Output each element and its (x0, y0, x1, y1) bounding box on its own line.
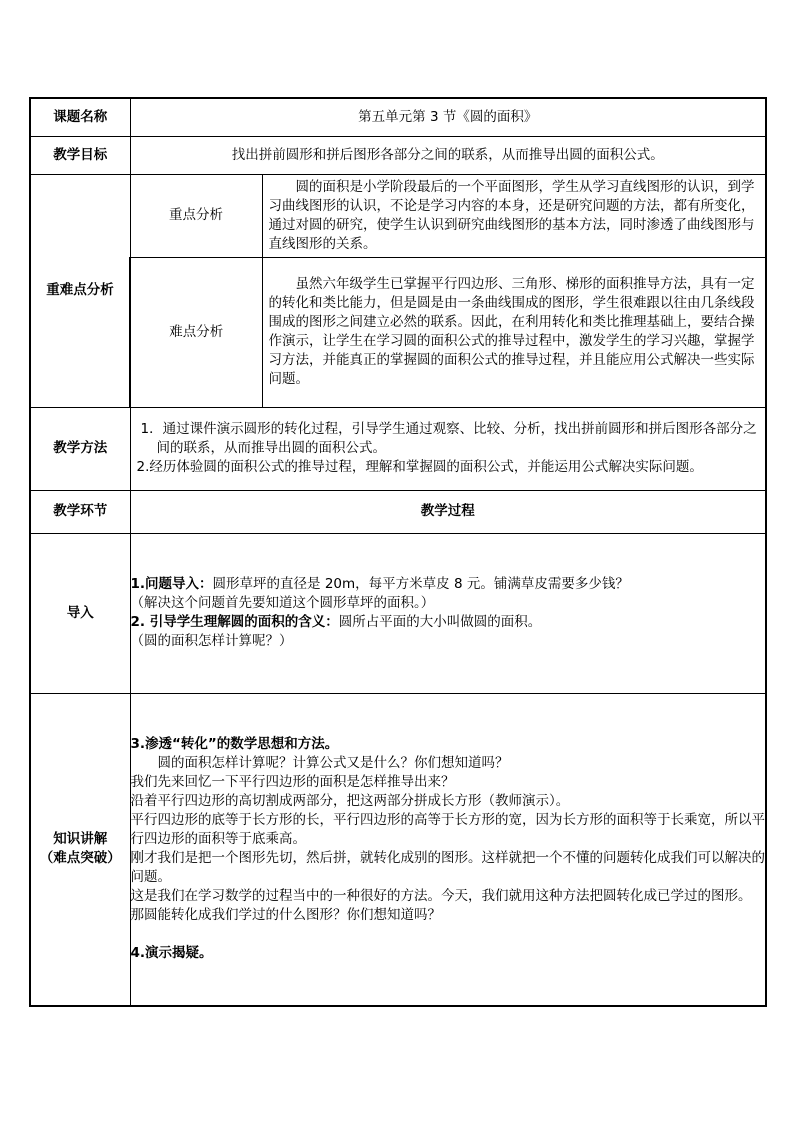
key-analysis-cell (262, 174, 766, 257)
row-key-analysis (30, 174, 766, 257)
difficulty-analysis-text: 虽然六年级学生已掌握平行四边形、三角形、梯形的面积推导方法，具有一定的转化和类比能力，但是圆是由一条曲线围成的图形，学生很难跟以往由几条线段围成的图形之间建立必然的联系。因此，在利用转化和类比推理基础上，要结合操作演示，让学生在学习圆的面积公式的推导过程中，激发学生的学习兴趣，掌握学习方法，并能真正的掌握圆的面积公式的推导过程，并且能应用公式解决一些实际问题。 (268, 276, 755, 387)
knowledge-line-4: 平行四边形的底等于长方形的长，平行四边形的高等于长方形的宽，因为长方形的面积等于长乘宽，所以平行四边形的面积等于底乘高。 (130, 812, 765, 848)
knowledge-label-line1: 知识讲解 (53, 831, 108, 848)
intro-note-1: （解决这个问题首先要知道这个圆形草坪的面积。） (130, 595, 435, 611)
topic-value: 第五单元第 3 节《圆的面积》 (130, 98, 766, 136)
difficulty-analysis-label: 难点分析 (130, 257, 262, 407)
knowledge-line-5: 刚才我们是把一个图形先切，然后拼，就转化成别的图形。这样就把一个不懂的问题转化成我们可以解决的问题。 (130, 850, 765, 886)
process-header: 教学过程 (130, 490, 766, 533)
intro-guide-text: 圆所占平面的大小叫做圆的面积。 (338, 614, 542, 630)
row-objective (30, 136, 766, 174)
row-difficulty-analysis (30, 257, 766, 407)
objective-value: 找出拼前圆形和拼后图形各部分之间的联系，从而推导出圆的面积公式。 (130, 136, 766, 174)
knowledge-heading-3: 3.渗透“转化”的数学思想和方法。 (130, 736, 339, 753)
analysis-label: 重难点分析 (30, 174, 130, 407)
topic-label: 课题名称 (30, 98, 130, 136)
intro-cell (130, 533, 766, 693)
method-item-2: 2.经历体验圆的面积公式的推导过程，理解和掌握圆的面积公式，并能运用公式解决实际问题。 (136, 459, 703, 475)
knowledge-line-3: 沿着平行四边形的高切割成两部分，把这两部分拼成长方形（教师演示）。 (130, 793, 570, 810)
knowledge-spacer (131, 925, 766, 944)
row-knowledge (30, 693, 766, 1006)
row-method (30, 407, 766, 490)
key-analysis-text: 圆的面积是小学阶段最后的一个平面图形，学生从学习直线图形的认识，到学习曲线图形的认识，不论是学习内容的本身，还是研究问题的方法，都有所变化，通过对圆的研究，使学生认识到研究曲线图形的基本方法，同时渗透了曲线图形与直线图形的关系。 (268, 178, 755, 252)
intro-question-text: 圆形草坪的直径是 20m，每平方米草皮 8 元。铺满草皮需要多少钱？ (212, 576, 629, 592)
key-analysis-label: 重点分析 (130, 174, 262, 257)
intro-guide (131, 613, 766, 632)
knowledge-label-line2: （难点突破） (39, 850, 121, 867)
method-cell (130, 407, 766, 490)
method-label: 教学方法 (30, 407, 130, 490)
knowledge-line-7: 那圆能转化成我们学过的什么图形？你们想知道吗？ (130, 907, 441, 924)
objective-label: 教学目标 (30, 136, 130, 174)
intro-guide-title: 2. 引导学生理解圆的面积的含义： (130, 614, 339, 630)
lesson-plan-table (29, 97, 767, 1007)
intro-question-title: 1.问题导入： (130, 576, 213, 592)
intro-note-2: （圆的面积怎样计算呢？） (130, 633, 293, 649)
intro-label: 导入 (30, 533, 130, 693)
knowledge-heading-4: 4.演示揭疑。 (130, 945, 213, 962)
knowledge-cell (130, 693, 766, 1006)
knowledge-label (30, 693, 130, 1006)
row-intro (30, 533, 766, 693)
stage-label: 教学环节 (30, 490, 130, 533)
knowledge-line-1: 圆的面积怎样计算呢？计算公式又是什么？你们想知道吗？ (157, 755, 509, 772)
difficulty-analysis-cell (262, 257, 766, 407)
knowledge-line-6: 这是我们在学习数学的过程当中的一种很好的方法。今天，我们就用这种方法把圆转化成已学过的图形。 (130, 888, 752, 905)
intro-question (131, 575, 766, 594)
knowledge-line-2: 我们先来回忆一下平行四边形的面积是怎样推导出来？ (130, 774, 455, 791)
method-item-1: 1．通过课件演示圆形的转化过程，引导学生通过观察、比较、分析，找出拼前圆形和拼后图形各部分之间的联系，从而推导出圆的面积公式。 (140, 421, 757, 456)
row-topic (30, 98, 766, 136)
row-stage-header (30, 490, 766, 533)
